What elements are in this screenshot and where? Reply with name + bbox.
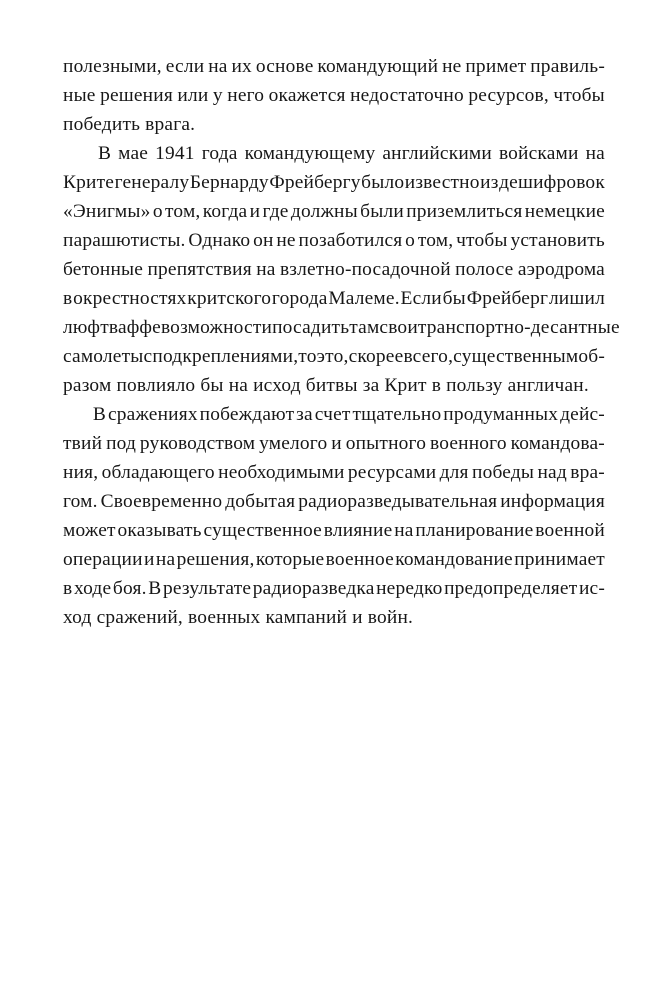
word: возможности [160, 317, 273, 338]
text-line [63, 168, 605, 197]
word: командование [395, 549, 513, 570]
paragraph-indent [63, 400, 91, 429]
word: решения [100, 85, 173, 106]
word: на [394, 520, 414, 541]
word: люфтваффе [63, 317, 161, 338]
paragraph [63, 400, 605, 632]
word: из [480, 172, 499, 193]
text-line [63, 226, 605, 255]
word: том, [165, 201, 201, 222]
word: аэродрома [517, 259, 605, 280]
word: позаботился [298, 230, 403, 251]
word: информация [500, 491, 605, 512]
word: ния, [63, 462, 99, 483]
word: если [165, 56, 205, 77]
word: победы [472, 462, 535, 483]
word: недостаточно [350, 85, 464, 106]
word: существенным [453, 346, 579, 367]
word: не [276, 230, 296, 251]
word: за [296, 404, 313, 425]
word: том, [417, 230, 454, 251]
word: Бернарду [189, 172, 269, 193]
word: где [262, 201, 289, 222]
word: правиль- [530, 56, 605, 77]
text-line [63, 81, 605, 110]
word: предопределяет [444, 578, 578, 599]
text-line: ход сражений, военных кампаний и войн. [63, 607, 414, 628]
word: Однако [188, 230, 251, 251]
word: необходимыми [218, 462, 345, 483]
word: и [249, 201, 261, 222]
word: В [98, 143, 112, 164]
word: это, [316, 346, 349, 367]
word: результате [162, 578, 252, 599]
word: лишил [548, 288, 605, 309]
word: всего, [403, 346, 454, 367]
word: свои [379, 317, 418, 338]
word: командова- [510, 433, 605, 454]
word: Если [400, 288, 442, 309]
word: руководством [139, 433, 256, 454]
word: о [152, 201, 163, 222]
word: Фрейберг [466, 288, 549, 309]
word: оказывать [117, 520, 202, 541]
word: окажется [268, 85, 346, 106]
word: над [537, 462, 567, 483]
text-line [63, 197, 605, 226]
word: командующему [244, 143, 376, 164]
body-text-block [63, 52, 620, 632]
word: которые [255, 549, 325, 570]
word: опытного [345, 433, 427, 454]
text-line [63, 400, 605, 429]
word: вра- [570, 462, 605, 483]
word: счет [314, 404, 351, 425]
word: Фрейбергу [269, 172, 361, 193]
word: окрестностях [73, 288, 187, 309]
word: немецкие [524, 201, 605, 222]
word: ходе [73, 578, 112, 599]
word: города [271, 288, 328, 309]
word: на [155, 549, 176, 570]
word: боя. [112, 578, 147, 599]
word: войсками [498, 143, 579, 164]
word: были [360, 201, 404, 222]
paragraph-indent [63, 139, 91, 168]
word: решения, [176, 549, 255, 570]
text-line [63, 487, 605, 516]
word: у [212, 85, 223, 106]
word: Малеме. [328, 288, 400, 309]
word: скорее [348, 346, 404, 367]
word: умелого [259, 433, 328, 454]
word: планирование [415, 520, 534, 541]
word: радиоразведывательная [298, 491, 498, 512]
word: дейс- [560, 404, 605, 425]
word: военного [429, 433, 507, 454]
word: английскими [382, 143, 492, 164]
word: операции [63, 549, 143, 570]
word: для [439, 462, 469, 483]
text-line [63, 429, 605, 458]
word: транспортно-десантные [417, 317, 620, 338]
word: на [256, 259, 276, 280]
word: дешифровок [499, 172, 605, 193]
word: бетонные [63, 259, 144, 280]
word: него [227, 85, 265, 106]
word: полосе [455, 259, 514, 280]
paragraph [63, 139, 620, 400]
text-line [63, 458, 605, 487]
word: чтобы [456, 230, 508, 251]
word: там [349, 317, 380, 338]
word: влияние [323, 520, 393, 541]
word: В [92, 404, 107, 425]
word: ные [63, 85, 96, 106]
word: на [585, 143, 605, 164]
word: установить [510, 230, 605, 251]
word: об- [578, 346, 605, 367]
word: ресурсами [347, 462, 437, 483]
word: продуманных [443, 404, 559, 425]
word: основе [255, 56, 314, 77]
word: принимает [514, 549, 605, 570]
word: посадить [272, 317, 350, 338]
text-line: разом повлияло бы на исход битвы за Крит в пользу англичан. [63, 375, 589, 396]
word: побеждают [199, 404, 295, 425]
word: «Энигмы» [63, 201, 151, 222]
word: военное [325, 549, 394, 570]
word: генералу [114, 172, 190, 193]
word: и [331, 433, 342, 454]
word: может [63, 520, 116, 541]
word: под [106, 433, 137, 454]
word: добытая [225, 491, 296, 512]
word: парашютисты. [63, 230, 186, 251]
word: или [177, 85, 209, 106]
word: мае [118, 143, 149, 164]
text-line [63, 255, 605, 284]
text-line [63, 52, 605, 81]
text-line [63, 574, 605, 603]
word: с [143, 346, 153, 367]
word: ресурсов, [468, 85, 549, 106]
word: радиоразведка [252, 578, 375, 599]
word: он [253, 230, 274, 251]
word: не [442, 56, 462, 77]
text-line [63, 313, 620, 342]
word: известно [404, 172, 480, 193]
word: Своевременно [100, 491, 223, 512]
text-line [63, 545, 605, 574]
text-line [63, 284, 605, 313]
text-line [63, 139, 605, 168]
word: в [63, 578, 73, 599]
word: критского [187, 288, 272, 309]
word: взлетно-посадочной [279, 259, 451, 280]
word: на [208, 56, 228, 77]
word: бы [442, 288, 466, 309]
word: обладающего [101, 462, 215, 483]
word: 1941 [155, 143, 195, 164]
word: тщательно [352, 404, 442, 425]
word: и [144, 549, 155, 570]
word: должны [290, 201, 358, 222]
word: подкреплениями, [152, 346, 299, 367]
word: было [361, 172, 405, 193]
paragraph [63, 52, 605, 139]
word: в [63, 288, 73, 309]
text-line [63, 342, 605, 371]
word: твий [63, 433, 103, 454]
word: нередко [376, 578, 443, 599]
word: Крите [63, 172, 115, 193]
word: существенное [203, 520, 322, 541]
word: чтобы [553, 85, 605, 106]
word: ис- [578, 578, 605, 599]
word: года [201, 143, 238, 164]
word: военной [535, 520, 605, 541]
word: сражениях [107, 404, 198, 425]
word: полезными, [63, 56, 162, 77]
word: В [148, 578, 162, 599]
word: гом. [63, 491, 98, 512]
word: их [231, 56, 252, 77]
word: когда [202, 201, 248, 222]
word: приземлиться [406, 201, 523, 222]
word: самолеты [63, 346, 144, 367]
text-line: победить врага. [63, 114, 196, 135]
text-line [63, 516, 605, 545]
word: то [298, 346, 317, 367]
word: препятствия [147, 259, 252, 280]
word: командующий [317, 56, 439, 77]
word: о [405, 230, 416, 251]
word: примет [465, 56, 527, 77]
